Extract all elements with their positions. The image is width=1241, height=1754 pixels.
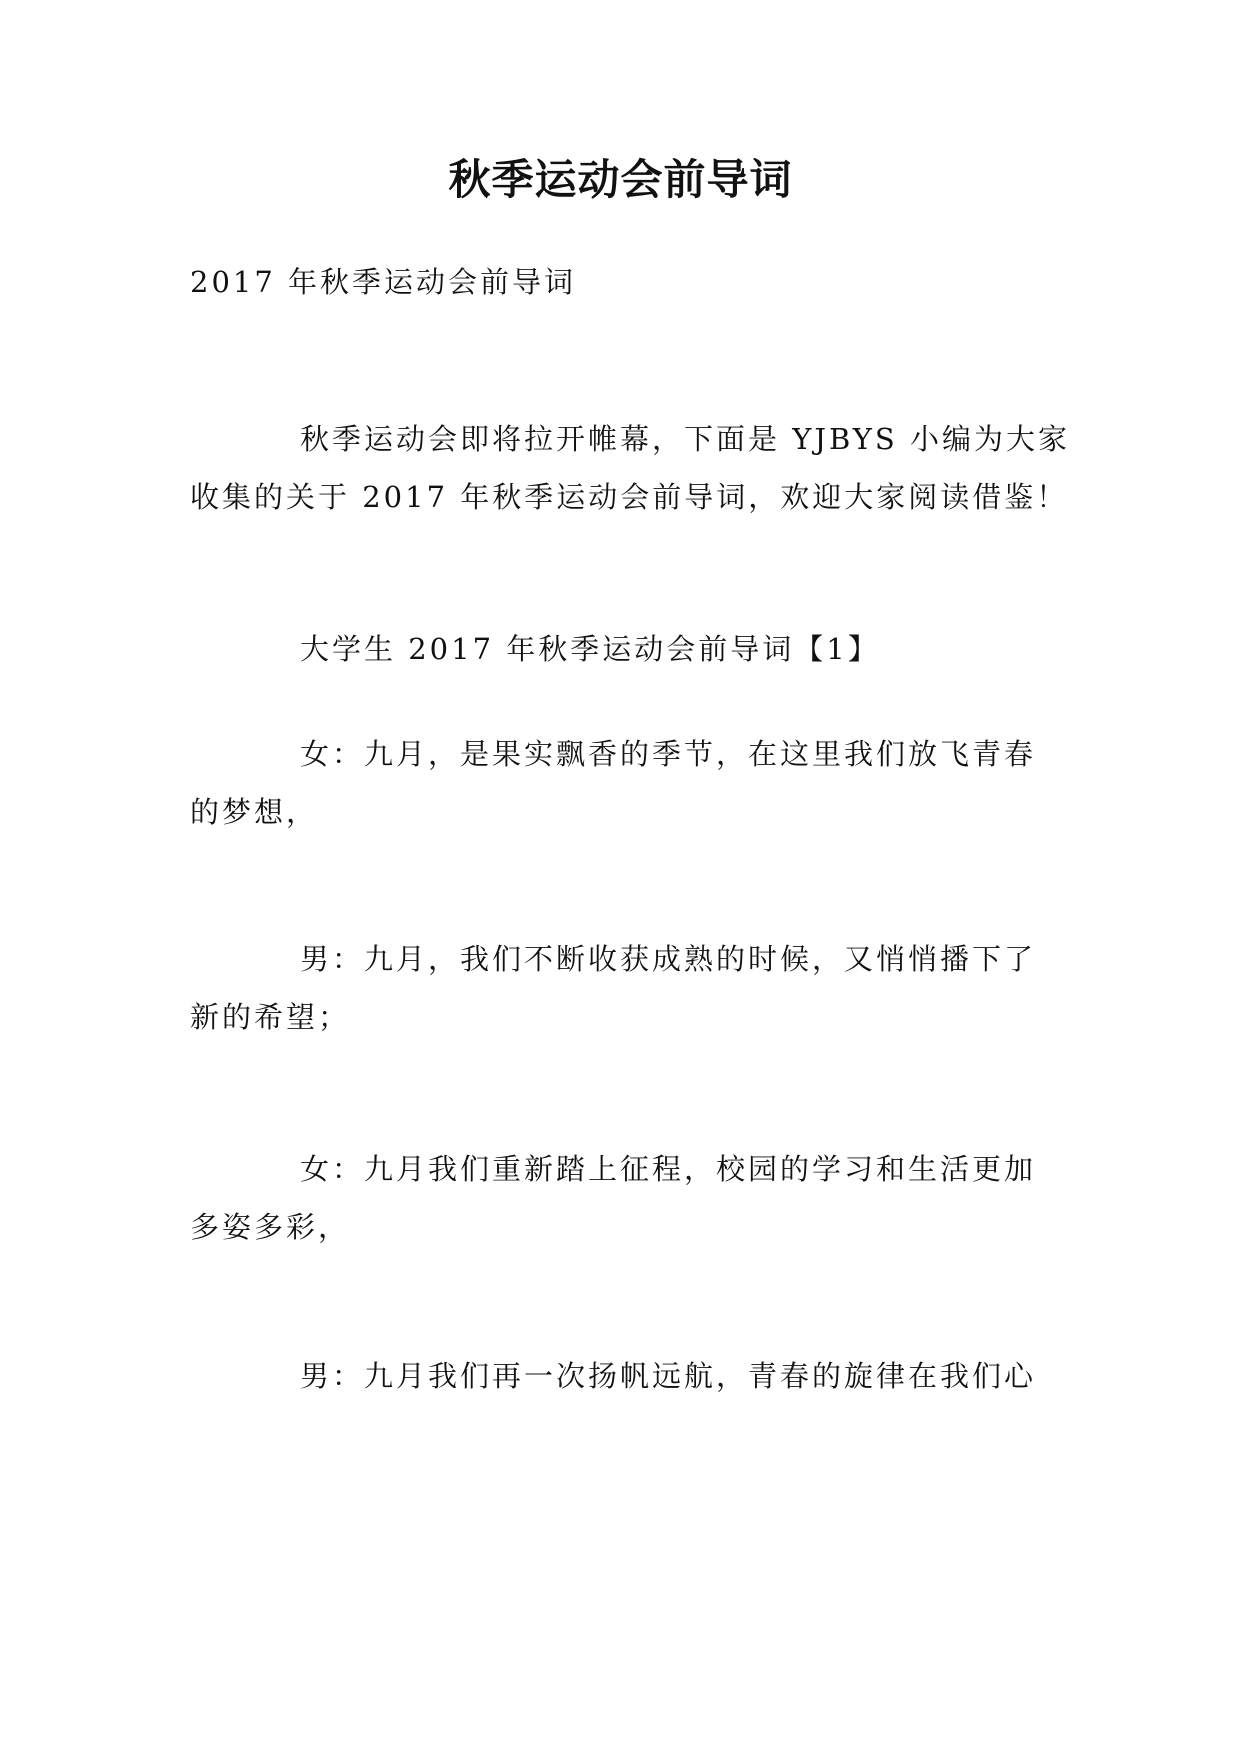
intro-line-2: 收集的关于 2017 年秋季运动会前导词，欢迎大家阅读借鉴！ <box>190 480 1069 514</box>
subtitle-text: 2017 年秋季运动会前导词 <box>190 265 577 299</box>
document-title: 秋季运动会前导词 <box>448 155 793 204</box>
dialogue-paragraph <box>190 1140 1060 1256</box>
intro-paragraph <box>190 410 1071 526</box>
intro-line-1: 秋季运动会即将拉开帷幕，下面是 YJBYS 小编为大家 <box>300 422 1071 456</box>
section-heading <box>190 620 1060 678</box>
dialogue-line: 女：九月我们重新踏上征程，校园的学习和生活更加 <box>300 1152 1037 1186</box>
dialogue-line: 女：九月，是果实飘香的季节，在这里我们放飞青春 <box>300 737 1037 771</box>
dialogue-line: 男：九月我们再一次扬帆远航，青春的旋律在我们心 <box>300 1359 1037 1393</box>
dialogue-line-continued: 新的希望； <box>190 1000 351 1034</box>
dialogue-line-continued: 多姿多彩， <box>190 1210 351 1244</box>
section-heading-text: 大学生 2017 年秋季运动会前导词【1】 <box>300 632 880 666</box>
dialogue-line-continued: 的梦想， <box>190 795 319 829</box>
document-subtitle <box>190 253 1060 311</box>
dialogue-paragraph <box>190 930 1060 1046</box>
dialogue-paragraph <box>190 1347 1060 1405</box>
dialogue-paragraph <box>190 725 1060 841</box>
dialogue-line: 男：九月，我们不断收获成熟的时候，又悄悄播下了 <box>300 942 1037 976</box>
